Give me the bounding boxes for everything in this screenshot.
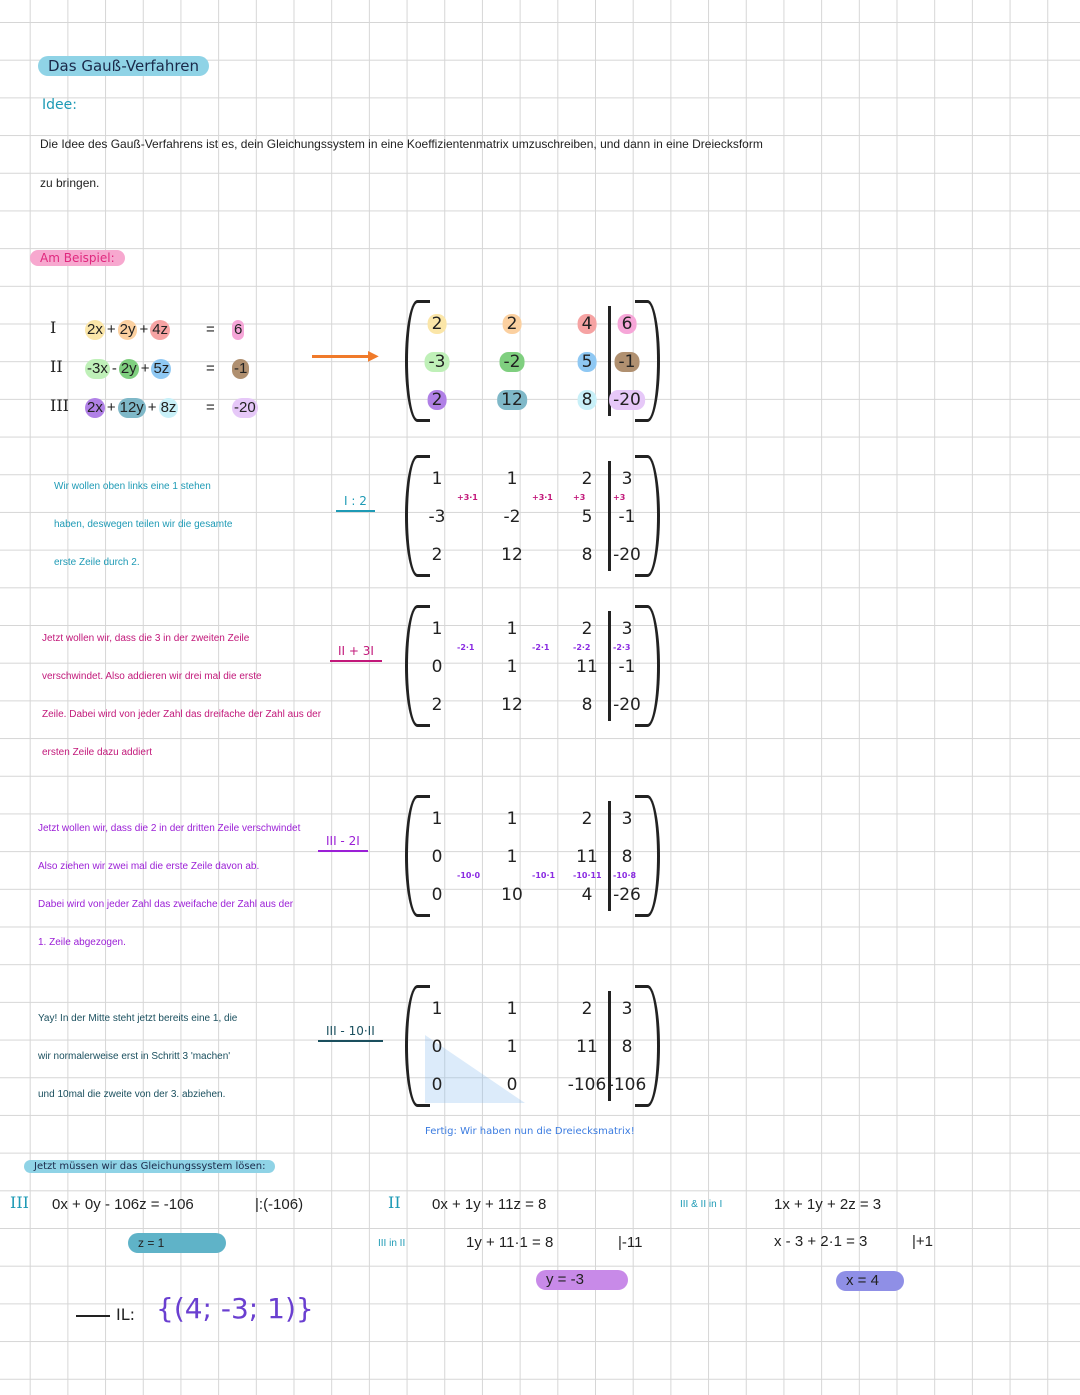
- matrix-cell: 1: [506, 999, 518, 1019]
- row-operation-annotation: +3: [613, 493, 626, 502]
- row-operation-arrow: II + 3I: [330, 644, 382, 662]
- example-label: Am Beispiel:: [30, 250, 125, 266]
- left-parenthesis: [405, 455, 430, 577]
- matrix-cell: -26: [613, 885, 641, 905]
- y-result: y = -3: [536, 1270, 628, 1290]
- z-operation: |:(-106): [255, 1196, 304, 1213]
- arrow-head-icon: ▶: [368, 348, 379, 364]
- step-explanation-line: Also ziehen wir zwei mal die erste Zeile davon ab.: [38, 861, 260, 872]
- step-explanation-line: ersten Zeile dazu addiert: [42, 747, 153, 758]
- matrix-cell: 2: [581, 809, 593, 829]
- matrix-cell: 6: [618, 314, 637, 334]
- equation-term: 2x: [87, 321, 103, 338]
- equation-term: +: [140, 360, 150, 377]
- step-explanation-line: und 10mal die zweite von der 3. abziehen.: [38, 1089, 226, 1100]
- matrix-cell: 1: [506, 847, 518, 867]
- matrix-cell: -106: [607, 1075, 647, 1095]
- matrix-3: [405, 605, 660, 727]
- equation-term: 2y: [119, 321, 136, 338]
- matrix-cell: 0: [506, 1075, 518, 1095]
- step-explanation-line: 1. Zeile abgezogen.: [38, 937, 126, 948]
- matrix-cell: 2: [428, 314, 447, 334]
- x-equation-1: 1x + 1y + 2z = 3: [774, 1196, 882, 1213]
- equals-sign: =: [206, 360, 215, 377]
- solve-label: Jetzt müssen wir das Gleichungssystem lösen:: [24, 1160, 275, 1173]
- equation-terms: [84, 359, 172, 379]
- row-roman-label: III: [50, 396, 69, 415]
- matrix-cell: 4: [578, 314, 597, 334]
- row-operation-annotation: -10·1: [532, 871, 556, 880]
- done-text: Fertig: Wir haben nun die Dreiecksmatrix!: [425, 1126, 635, 1137]
- matrix-cell: 8: [581, 695, 593, 715]
- step-explanation-line: Dabei wird von jeder Zahl das zweifache der Zahl aus der: [38, 899, 294, 910]
- matrix-cell: 3: [621, 999, 633, 1019]
- matrix-cell: 5: [578, 352, 597, 372]
- row-label-ii: II: [388, 1193, 401, 1212]
- matrix-cell: -106: [567, 1075, 607, 1095]
- matrix-2: [405, 455, 660, 577]
- equation-terms: [84, 398, 179, 418]
- matrix-cell: 1: [431, 619, 443, 639]
- row-operation-annotation: -2·2: [573, 643, 591, 652]
- step-explanation-line: Yay! In der Mitte steht jetzt bereits eine 1, die: [38, 1013, 238, 1024]
- equation-rhs: -20: [234, 399, 256, 416]
- augment-bar: [608, 801, 611, 911]
- solution-set: {(4; -3; 1)}: [156, 1292, 314, 1325]
- intro-text-line2: zu bringen.: [40, 176, 100, 190]
- row-operation-arrow: III - 10·II: [318, 1024, 383, 1042]
- matrix-cell: 0: [431, 847, 443, 867]
- idee-heading: Idee:: [42, 97, 77, 113]
- page-title: Das Gauß-Verfahren: [38, 56, 209, 76]
- step-explanation-line: wir normalerweise erst in Schritt 3 'machen': [38, 1051, 231, 1062]
- matrix-cell: -1: [618, 507, 636, 527]
- matrix-cell: 3: [621, 469, 633, 489]
- row-operation-annotation: +3·1: [532, 493, 553, 502]
- row-operation-annotation: -10·11: [573, 871, 602, 880]
- matrix-cell: 1: [506, 809, 518, 829]
- matrix-cell: -1: [618, 657, 636, 677]
- step-explanation-line: Jetzt wollen wir, dass die 3 in der zweiten Zeile: [42, 633, 250, 644]
- equals-sign: =: [206, 399, 215, 416]
- solution-set-label: IL:: [116, 1305, 136, 1324]
- left-parenthesis: [405, 795, 430, 917]
- left-parenthesis: [405, 605, 430, 727]
- substitution-label-x: III & II in I: [680, 1199, 723, 1210]
- equation-terms: [84, 320, 171, 340]
- matrix-cell: 0: [431, 657, 443, 677]
- matrix-cell: 1: [506, 469, 518, 489]
- x-equation-2: x - 3 + 2·1 = 3: [774, 1233, 868, 1250]
- transform-arrow: [312, 355, 374, 358]
- matrix-cell: 1: [506, 1037, 518, 1057]
- equation-term: -: [111, 360, 117, 377]
- z-equation: 0x + 0y - 106z = -106: [52, 1196, 194, 1213]
- matrix-cell: -1: [615, 352, 640, 372]
- augment-bar: [608, 611, 611, 721]
- row-operation-annotation: +3·1: [457, 493, 478, 502]
- y-equation-1: 0x + 1y + 11z = 8: [432, 1196, 547, 1213]
- matrix-cell: 8: [621, 1037, 633, 1057]
- result-arrow-icon: [76, 1315, 110, 1317]
- equation-term: -3x: [87, 360, 108, 377]
- row-operation-arrow: I : 2: [336, 494, 375, 512]
- step-explanation-line: verschwindet. Also addieren wir drei mal die erste: [42, 671, 262, 682]
- matrix-cell: -2: [503, 507, 521, 527]
- matrix-cell: 0: [431, 885, 443, 905]
- matrix-cell: -2: [500, 352, 525, 372]
- equation-term: 4z: [152, 321, 169, 338]
- matrix-cell: 1: [506, 619, 518, 639]
- row-operation-annotation: -10·8: [613, 871, 637, 880]
- matrix-cell: 12: [501, 545, 523, 565]
- row-operation-arrow: III - 2I: [318, 834, 368, 852]
- step-explanation-line: haben, deswegen teilen wir die gesamte: [54, 519, 233, 530]
- row-roman-label: I: [50, 318, 57, 337]
- matrix-cell: 2: [428, 390, 447, 410]
- row-roman-label: II: [50, 357, 63, 376]
- matrix-cell: 1: [506, 657, 518, 677]
- substitution-label-y: III in II: [378, 1238, 406, 1249]
- x-result: x = 4: [836, 1271, 904, 1291]
- matrix-cell: -20: [613, 545, 641, 565]
- matrix-cell: 12: [501, 695, 523, 715]
- matrix-cell: 2: [581, 619, 593, 639]
- matrix-4: [405, 795, 660, 917]
- matrix-cell: 2: [581, 999, 593, 1019]
- intro-text-line1: Die Idee des Gauß-Verfahrens ist es, dein Gleichungssystem in eine Koeffizientenmatrix umzuschreiben, und dann in eine Dreiecksform: [40, 137, 763, 151]
- equation-term: 12y: [119, 399, 144, 416]
- matrix-cell: 1: [431, 469, 443, 489]
- matrix-cell: 12: [497, 390, 527, 410]
- matrix-cell: 11: [576, 847, 598, 867]
- matrix-cell: 4: [581, 885, 593, 905]
- matrix-cell: 2: [503, 314, 522, 334]
- equation-term: +: [106, 321, 116, 338]
- equation-term: +: [106, 399, 116, 416]
- matrix-cell: 2: [431, 695, 443, 715]
- matrix-cell: 8: [621, 847, 633, 867]
- row-label-iii: III: [10, 1193, 29, 1212]
- matrix-cell: -3: [428, 507, 446, 527]
- matrix-cell: 2: [431, 545, 443, 565]
- equals-sign: =: [206, 321, 215, 338]
- equation-term: 5z: [153, 360, 170, 377]
- matrix-cell: -3: [425, 352, 450, 372]
- equation-term: 2y: [120, 360, 137, 377]
- step-explanation-line: Zeile. Dabei wird von jeder Zahl das dreifache der Zahl aus der: [42, 709, 322, 720]
- equation-term: +: [147, 399, 157, 416]
- matrix-cell: 10: [501, 885, 523, 905]
- row-operation-annotation: -2·3: [613, 643, 631, 652]
- matrix-cell: -20: [613, 695, 641, 715]
- step-explanation-line: Jetzt wollen wir, dass die 2 in der dritten Zeile verschwindet: [38, 823, 301, 834]
- matrix-cell: 0: [431, 1075, 443, 1095]
- equation-term: 8z: [160, 399, 177, 416]
- equation-term: 2x: [87, 399, 103, 416]
- matrix-cell: 8: [581, 545, 593, 565]
- row-operation-annotation: -10·0: [457, 871, 481, 880]
- equation-term: +: [139, 321, 149, 338]
- matrix-cell: 2: [581, 469, 593, 489]
- matrix-cell: 11: [576, 1037, 598, 1057]
- row-operation-annotation: -2·1: [457, 643, 475, 652]
- step-explanation-line: erste Zeile durch 2.: [54, 557, 140, 568]
- x-operation: |+1: [912, 1233, 933, 1250]
- matrix-cell: 3: [621, 619, 633, 639]
- step-explanation-line: Wir wollen oben links eine 1 stehen: [54, 481, 211, 492]
- matrix-cell: 0: [431, 1037, 443, 1057]
- matrix-cell: 1: [431, 999, 443, 1019]
- matrix-cell: 11: [576, 657, 598, 677]
- y-operation: |-11: [618, 1234, 643, 1251]
- matrix-cell: 8: [578, 390, 597, 410]
- y-equation-2: 1y + 11·1 = 8: [466, 1234, 554, 1251]
- matrix-cell: 5: [581, 507, 593, 527]
- augment-bar: [608, 461, 611, 571]
- equation-rhs: -1: [234, 360, 248, 377]
- z-result: z = 1: [128, 1233, 226, 1253]
- matrix-1: [405, 300, 660, 422]
- matrix-cell: -20: [609, 390, 645, 410]
- row-operation-annotation: -2·1: [532, 643, 550, 652]
- matrix-cell: 1: [431, 809, 443, 829]
- row-operation-annotation: +3: [573, 493, 586, 502]
- matrix-5: [405, 985, 660, 1107]
- matrix-cell: 3: [621, 809, 633, 829]
- equation-rhs: 6: [234, 321, 243, 338]
